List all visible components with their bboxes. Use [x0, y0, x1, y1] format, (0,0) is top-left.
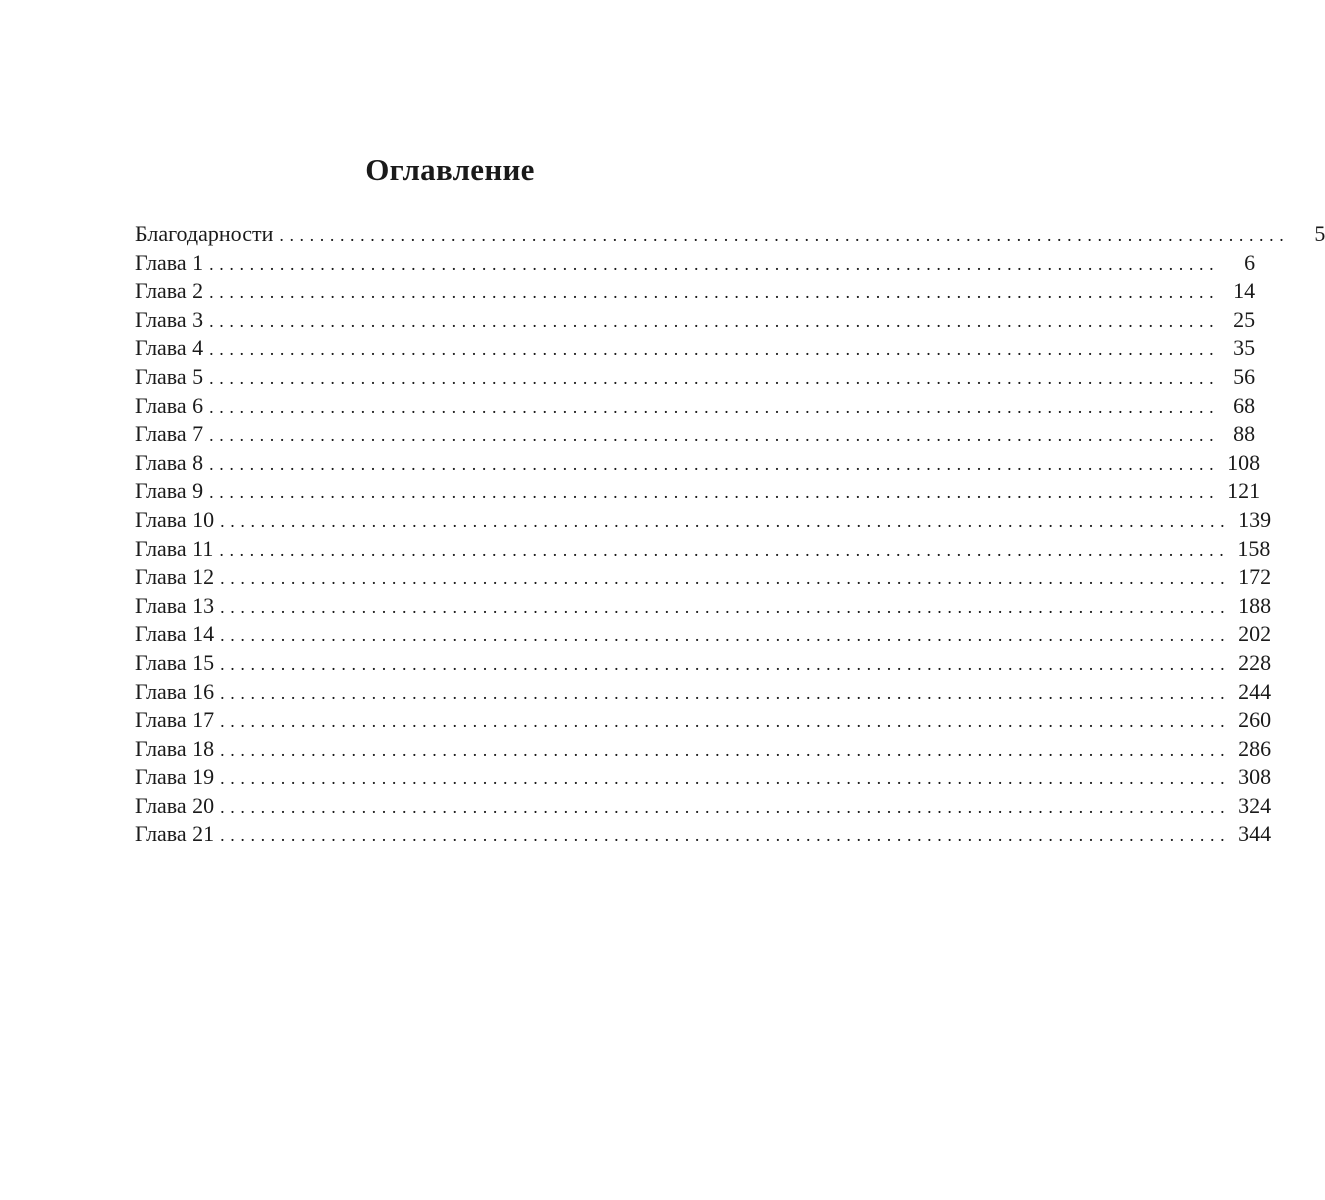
toc-entry: [135, 763, 1272, 792]
toc-dot-leader: ....................................................................................................: [220, 796, 1231, 817]
toc-entry-label: Благодарности: [135, 221, 274, 246]
toc-entry-label: Глава 1: [135, 249, 204, 275]
toc-dot-leader: ....................................................................................................: [209, 367, 1220, 388]
toc-entry: [135, 620, 1272, 649]
toc-entry-label: Глава 13: [135, 592, 215, 618]
toc-entry: [135, 306, 1256, 335]
toc-entry-page-number: 202: [1238, 621, 1272, 647]
toc-entry-label: Глава 18: [135, 735, 215, 761]
toc-entry-label: Глава 7: [135, 421, 204, 447]
toc-dot-leader: ....................................................................................................: [220, 825, 1231, 846]
toc-entry: [135, 678, 1272, 707]
toc-entry-page-number: 139: [1238, 506, 1272, 532]
toc-entry-page-number: 68: [1233, 392, 1256, 418]
toc-entry-page-number: 260: [1238, 707, 1272, 733]
toc-dot-leader: ....................................................................................................: [219, 539, 1230, 560]
toc-dot-leader: ....................................................................................................: [220, 568, 1231, 589]
toc-entry-page-number: 172: [1238, 564, 1272, 590]
toc-entry-page-number: 88: [1233, 421, 1256, 447]
toc-dot-leader: ....................................................................................................: [220, 711, 1231, 732]
toc-entry: [135, 592, 1272, 621]
toc-entry-page-number: 14: [1233, 278, 1256, 304]
toc-dot-leader: ....................................................................................................: [220, 682, 1231, 703]
toc-entry-page-number: 308: [1238, 764, 1272, 790]
toc-entry: [135, 735, 1272, 764]
toc-dot-leader: ....................................................................................................: [209, 282, 1220, 303]
toc-entry-label: Глава 8: [135, 449, 204, 475]
toc-entry-label: Глава 17: [135, 707, 215, 733]
toc-dot-leader: ....................................................................................................: [209, 425, 1220, 446]
toc-entry: [135, 563, 1272, 592]
toc-entry: [135, 477, 1261, 506]
toc-dot-leader: ....................................................................................................: [220, 653, 1231, 674]
toc-entry-page-number: 188: [1238, 592, 1272, 618]
toc-entry-label: Глава 6: [135, 392, 204, 418]
toc-entry-page-number: 324: [1238, 792, 1272, 818]
toc-dot-leader: ....................................................................................................: [220, 596, 1231, 617]
toc-entry-label: Глава 15: [135, 649, 215, 675]
toc-entry-page-number: 6: [1244, 249, 1256, 275]
toc-entry-label: Глава 21: [135, 821, 215, 847]
toc-entry: [135, 535, 1271, 564]
toc-entry: [135, 249, 1256, 278]
toc-entry: [135, 820, 1272, 849]
toc-entry-label: Глава 4: [135, 335, 204, 361]
toc-dot-leader: ....................................................................................................: [209, 396, 1220, 417]
toc-entry: [135, 277, 1256, 306]
toc-entry-page-number: 121: [1227, 478, 1261, 504]
toc-entry-page-number: 56: [1233, 363, 1256, 389]
toc-entry-page-number: 158: [1237, 535, 1271, 561]
toc-entry: [135, 220, 1325, 249]
table-of-contents: [135, 220, 1325, 849]
toc-dot-leader: ....................................................................................................: [220, 510, 1231, 531]
toc-entry-label: Глава 12: [135, 564, 215, 590]
toc-entry-label: Глава 9: [135, 478, 204, 504]
toc-entry-label: Глава 16: [135, 678, 215, 704]
toc-entry: [135, 792, 1272, 821]
toc-dot-leader: ....................................................................................................: [209, 253, 1220, 274]
toc-entry-page-number: 5: [1314, 221, 1325, 246]
toc-entry-label: Глава 2: [135, 278, 204, 304]
toc-entry-page-number: 244: [1238, 678, 1272, 704]
toc-entry-label: Глава 5: [135, 363, 204, 389]
toc-entry: [135, 363, 1256, 392]
toc-entry-label: Глава 14: [135, 621, 215, 647]
toc-dot-leader: ....................................................................................................: [220, 768, 1231, 789]
toc-entry-page-number: 286: [1238, 735, 1272, 761]
toc-entry-page-number: 25: [1233, 306, 1256, 332]
toc-entry: [135, 334, 1256, 363]
toc-entry-label: Глава 19: [135, 764, 215, 790]
toc-entry: [135, 706, 1272, 735]
toc-entry: [135, 449, 1261, 478]
toc-entry-label: Глава 3: [135, 306, 204, 332]
toc-entry-page-number: 108: [1227, 449, 1261, 475]
toc-entry: [135, 649, 1272, 678]
toc-entry-page-number: 35: [1233, 335, 1256, 361]
toc-entry: [135, 392, 1256, 421]
toc-entry-label: Глава 11: [135, 535, 214, 561]
toc-entry: [135, 420, 1256, 449]
toc-entry: [135, 506, 1272, 535]
toc-dot-leader: ....................................................................................................: [220, 625, 1231, 646]
toc-dot-leader: ....................................................................................................: [279, 225, 1290, 245]
toc-dot-leader: ....................................................................................................: [209, 310, 1220, 331]
toc-dot-leader: ....................................................................................................: [209, 482, 1220, 503]
toc-entry-page-number: 344: [1238, 821, 1272, 847]
page-title: Оглавление: [365, 152, 535, 187]
toc-dot-leader: ....................................................................................................: [220, 739, 1231, 760]
toc-entry-label: Глава 20: [135, 792, 215, 818]
toc-entry-label: Глава 10: [135, 506, 215, 532]
toc-dot-leader: ....................................................................................................: [209, 339, 1220, 360]
toc-dot-leader: ....................................................................................................: [209, 453, 1220, 474]
toc-entry-page-number: 228: [1238, 649, 1272, 675]
